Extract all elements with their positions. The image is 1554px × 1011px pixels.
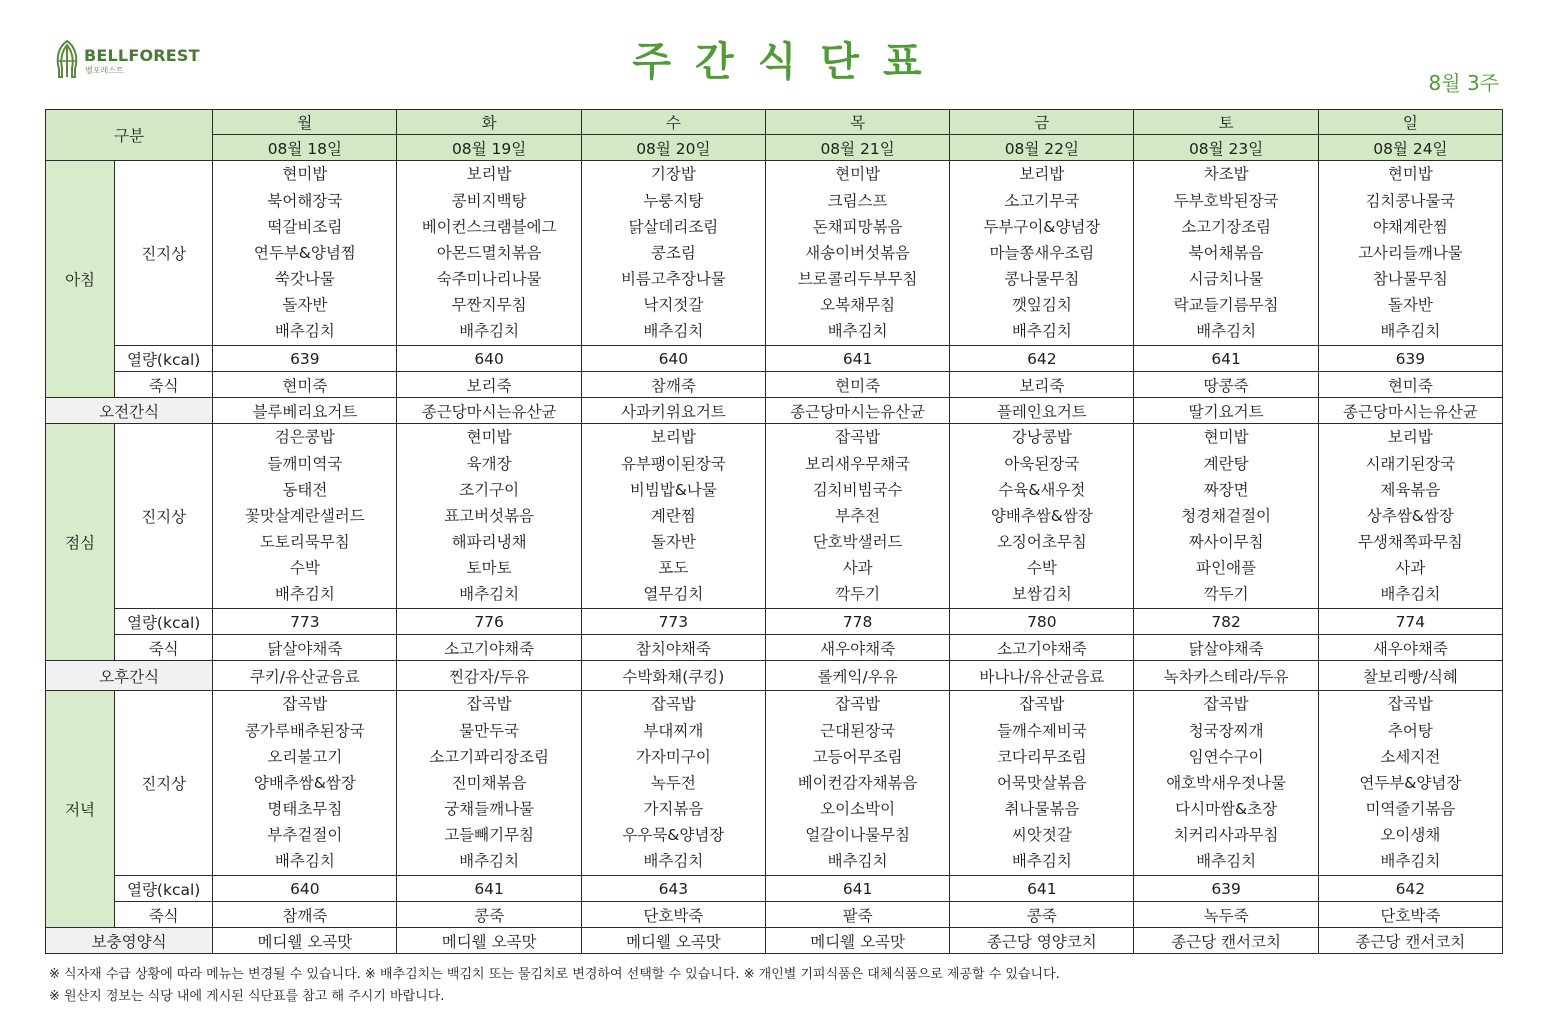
menu-item: 임연수구이 xyxy=(1188,747,1264,766)
menu-cell xyxy=(1318,691,1502,876)
menu-item: 애호박새우젓나물 xyxy=(1166,773,1286,792)
kcal-value: 641 xyxy=(765,346,949,372)
menu-item: 가자미구이 xyxy=(635,747,711,766)
kcal-value: 639 xyxy=(1134,876,1318,902)
menu-item: 연두부&양념찜 xyxy=(253,243,356,262)
brand-name: BELLFOREST xyxy=(84,46,200,65)
menu-item: 파인애플 xyxy=(1196,559,1257,578)
menu-item: 배추김치 xyxy=(827,322,888,341)
menu-item: 부대찌개 xyxy=(643,721,704,740)
row-label-am_snack: 오전간식 xyxy=(46,398,213,424)
menu-item: 진미채볶음 xyxy=(451,773,527,792)
snack-item: 딸기요거트 xyxy=(1134,398,1318,424)
menu-item: 차조밥 xyxy=(1203,165,1249,184)
kcal-value: 640 xyxy=(397,346,581,372)
kcal-value: 643 xyxy=(581,876,765,902)
porridge-label: 죽식 xyxy=(115,902,213,928)
porridge-item: 현미죽 xyxy=(765,372,949,398)
menu-item: 씨앗젓갈 xyxy=(1011,826,1072,845)
porridge-item: 닭살야채죽 xyxy=(1134,635,1318,661)
menu-item: 보리밥 xyxy=(466,165,512,184)
menu-item: 도토리묵무침 xyxy=(259,533,350,552)
menu-item: 배추김치 xyxy=(274,585,335,604)
menu-item: 잡곡밥 xyxy=(835,695,881,714)
menu-item: 보쌈김치 xyxy=(1011,585,1072,604)
menu-cell xyxy=(397,691,581,876)
snack-item: 종근당 캔서코치 xyxy=(1318,928,1502,954)
kcal-value: 640 xyxy=(213,876,397,902)
menu-item: 소고기꽈리장조림 xyxy=(429,747,549,766)
snack-item: 블루베리요거트 xyxy=(213,398,397,424)
menu-cell xyxy=(581,424,765,609)
snack-item: 종근당마시는유산균 xyxy=(1318,398,1502,424)
kcal-value: 773 xyxy=(581,609,765,635)
porridge-item: 새우야채죽 xyxy=(765,635,949,661)
menu-item: 콩비지백탕 xyxy=(451,191,527,210)
main-menu-label: 진지상 xyxy=(115,424,213,609)
menu-item: 잡곡밥 xyxy=(466,695,512,714)
menu-item: 취나물볶음 xyxy=(1004,800,1080,819)
menu-cell xyxy=(1134,691,1318,876)
menu-item: 추어탕 xyxy=(1387,721,1433,740)
menu-cell xyxy=(581,161,765,346)
weekly-menu-table xyxy=(45,109,1503,954)
menu-item: 김치콩나물국 xyxy=(1365,191,1456,210)
menu-item: 낙지젓갈 xyxy=(643,296,704,315)
porridge-item: 단호박죽 xyxy=(581,902,765,928)
menu-item: 배추김치 xyxy=(643,322,704,341)
meal-label-lunch: 점심 xyxy=(46,424,115,661)
menu-item: 다시마쌈&초장 xyxy=(1175,800,1278,819)
date-header: 08월 21일 xyxy=(765,135,949,161)
kcal-value: 642 xyxy=(1318,876,1502,902)
menu-item: 수박 xyxy=(289,559,320,578)
kcal-value: 641 xyxy=(950,876,1134,902)
porridge-item: 녹두죽 xyxy=(1134,902,1318,928)
menu-item: 배추김치 xyxy=(1196,322,1257,341)
menu-item: 콩가루배추된장국 xyxy=(244,721,365,740)
menu-cell xyxy=(397,424,581,609)
menu-item: 배추김치 xyxy=(459,585,520,604)
kcal-value: 641 xyxy=(1134,346,1318,372)
snack-item: 메디웰 오곡맛 xyxy=(581,928,765,954)
brand-subname: 벨포레스트 xyxy=(85,66,124,75)
date-header: 08월 18일 xyxy=(213,135,397,161)
menu-item: 육개장 xyxy=(466,454,512,473)
menu-cell xyxy=(397,161,581,346)
menu-item: 오징어초무침 xyxy=(996,533,1087,552)
snack-item: 메디웰 오곡맛 xyxy=(765,928,949,954)
menu-item: 돌자반 xyxy=(1387,296,1433,315)
porridge-item: 현미죽 xyxy=(213,372,397,398)
snack-item: 찐감자/두유 xyxy=(397,661,581,691)
meal-label-dinner: 저녁 xyxy=(46,691,115,928)
menu-item: 쑥갓나물 xyxy=(274,270,335,289)
menu-item: 명태초무침 xyxy=(267,800,343,819)
menu-item: 깍두기 xyxy=(1203,585,1249,604)
menu-item: 오복채무침 xyxy=(820,296,896,315)
snack-item: 종근당 영양코치 xyxy=(950,928,1134,954)
menu-cell xyxy=(1318,424,1502,609)
menu-item: 누룽지탕 xyxy=(643,191,704,210)
menu-item: 얼갈이나물무침 xyxy=(805,826,911,845)
menu-item: 녹두전 xyxy=(650,773,696,792)
date-header: 08월 22일 xyxy=(950,135,1134,161)
menu-item: 베이컨감자채볶음 xyxy=(797,773,918,792)
menu-cell xyxy=(213,161,397,346)
page-title: 주간식단표 xyxy=(632,39,946,85)
menu-item: 오이소박이 xyxy=(820,800,896,819)
menu-item: 북어채볶음 xyxy=(1188,243,1264,262)
menu-item: 기장밥 xyxy=(650,165,696,184)
snack-item: 종근당마시는유산균 xyxy=(765,398,949,424)
menu-item: 아몬드멸치볶음 xyxy=(436,243,542,262)
porridge-item: 단호박죽 xyxy=(1318,902,1502,928)
kcal-value: 640 xyxy=(581,346,765,372)
porridge-label: 죽식 xyxy=(115,372,213,398)
date-header: 08월 20일 xyxy=(581,135,765,161)
menu-item: 고사리들깨나물 xyxy=(1357,243,1463,262)
menu-item: 배추김치 xyxy=(1011,852,1072,871)
menu-cell xyxy=(950,161,1134,346)
snack-item: 수박화채(쿠킹) xyxy=(581,661,765,691)
menu-item: 비빔밥&나물 xyxy=(629,480,717,499)
kcal-value: 780 xyxy=(950,609,1134,635)
menu-cell xyxy=(765,691,949,876)
menu-item: 베이컨스크램블에그 xyxy=(421,217,557,236)
menu-item: 보리밥 xyxy=(1387,428,1433,447)
menu-cell xyxy=(765,424,949,609)
menu-item: 오이생채 xyxy=(1380,826,1441,845)
menu-item: 조기구이 xyxy=(459,480,520,499)
porridge-item: 팥죽 xyxy=(765,902,949,928)
menu-item: 김치비빔국수 xyxy=(812,480,903,499)
kcal-value: 782 xyxy=(1134,609,1318,635)
main-menu-label: 진지상 xyxy=(115,691,213,876)
menu-item: 무생채쪽파무침 xyxy=(1357,533,1463,552)
snack-item: 롤케익/우유 xyxy=(765,661,949,691)
menu-cell xyxy=(1134,424,1318,609)
porridge-item: 새우야채죽 xyxy=(1318,635,1502,661)
porridge-item: 소고기야채죽 xyxy=(950,635,1134,661)
menu-item: 잡곡밥 xyxy=(282,695,328,714)
snack-item: 종근당 캔서코치 xyxy=(1134,928,1318,954)
menu-item: 돌자반 xyxy=(282,296,328,315)
row-label-supplement: 보충영양식 xyxy=(46,928,213,954)
porridge-item: 닭살야채죽 xyxy=(213,635,397,661)
menu-item: 짜사이무침 xyxy=(1188,533,1264,552)
kcal-value: 774 xyxy=(1318,609,1502,635)
menu-item: 들깨미역국 xyxy=(267,454,343,473)
menu-item: 돌자반 xyxy=(650,533,696,552)
menu-item: 코다리무조림 xyxy=(996,747,1087,766)
menu-item: 해파리냉채 xyxy=(451,533,527,552)
menu-cell xyxy=(950,691,1134,876)
menu-item: 동태전 xyxy=(282,480,328,499)
menu-item: 유부팽이된장국 xyxy=(620,454,726,473)
menu-item: 들깨수제비국 xyxy=(996,721,1087,740)
menu-item: 보리밥 xyxy=(1019,165,1065,184)
menu-item: 브로콜리두부무침 xyxy=(797,270,918,289)
menu-item: 잡곡밥 xyxy=(835,428,881,447)
snack-item: 쿠키/유산균음료 xyxy=(213,661,397,691)
menu-item: 고등어무조림 xyxy=(812,747,903,766)
menu-item: 수박 xyxy=(1026,559,1057,578)
menu-item: 배추김치 xyxy=(1380,322,1441,341)
porridge-item: 소고기야채죽 xyxy=(397,635,581,661)
menu-item: 배추김치 xyxy=(1011,322,1072,341)
footnote-line: ※ 식자재 수급 상황에 따라 메뉴는 변경될 수 있습니다. ※ 배추김치는 백김치 또는 물김치로 변경하여 선택할 수 있습니다. ※ 개인별 기피식품은 대체식품으로 제공할 수 있습니다. xyxy=(49,967,1060,982)
day-header: 금 xyxy=(950,110,1134,135)
menu-item: 콩조림 xyxy=(650,243,696,262)
menu-item: 근대된장국 xyxy=(820,721,896,740)
kcal-value: 639 xyxy=(213,346,397,372)
menu-item: 소고기무국 xyxy=(1004,191,1080,210)
row-label-pm_snack: 오후간식 xyxy=(46,661,213,691)
menu-item: 배추김치 xyxy=(459,322,520,341)
menu-item: 청경채겉절이 xyxy=(1181,506,1272,525)
porridge-item: 보리죽 xyxy=(950,372,1134,398)
kcal-value: 778 xyxy=(765,609,949,635)
menu-item: 계란찜 xyxy=(650,506,696,525)
porridge-item: 현미죽 xyxy=(1318,372,1502,398)
menu-item: 강낭콩밥 xyxy=(1011,428,1072,447)
day-header: 일 xyxy=(1318,110,1502,135)
menu-item: 잡곡밥 xyxy=(1387,695,1433,714)
menu-item: 마늘쫑새우조림 xyxy=(989,243,1095,262)
porridge-item: 참치야채죽 xyxy=(581,635,765,661)
menu-item: 계란탕 xyxy=(1203,454,1249,473)
day-header: 수 xyxy=(581,110,765,135)
kcal-value: 776 xyxy=(397,609,581,635)
menu-item: 물만두국 xyxy=(459,721,520,740)
menu-item: 검은콩밥 xyxy=(274,428,335,447)
menu-item: 미역줄기볶음 xyxy=(1365,800,1456,819)
menu-item: 사과 xyxy=(1395,559,1426,578)
menu-item: 꽃맛살계란샐러드 xyxy=(244,506,365,525)
kcal-value: 639 xyxy=(1318,346,1502,372)
menu-item: 배추김치 xyxy=(1380,852,1441,871)
menu-item: 크림스프 xyxy=(827,191,888,210)
menu-item: 숙주미나리나물 xyxy=(436,270,542,289)
menu-item: 현미밥 xyxy=(1387,165,1433,184)
week-label: 8월 3주 xyxy=(1428,71,1499,95)
menu-item: 어묵맛살볶음 xyxy=(996,773,1087,792)
menu-item: 배추김치 xyxy=(1196,852,1257,871)
snack-item: 바나나/유산균음료 xyxy=(950,661,1134,691)
snack-item: 메디웰 오곡맛 xyxy=(213,928,397,954)
menu-item: 열무김치 xyxy=(643,585,704,604)
menu-item: 배추김치 xyxy=(1380,585,1441,604)
menu-item: 잡곡밥 xyxy=(1019,695,1065,714)
kcal-value: 641 xyxy=(765,876,949,902)
menu-item: 현미밥 xyxy=(282,165,328,184)
menu-item: 현미밥 xyxy=(1203,428,1249,447)
snack-item: 녹차카스테라/두유 xyxy=(1134,661,1318,691)
menu-item: 우우묵&양념장 xyxy=(622,826,725,845)
day-header: 토 xyxy=(1134,110,1318,135)
menu-cell xyxy=(1318,161,1502,346)
menu-item: 고들빼기무침 xyxy=(444,826,535,845)
porridge-item: 참깨죽 xyxy=(581,372,765,398)
menu-item: 락교들기름무침 xyxy=(1173,296,1279,315)
menu-item: 새송이버섯볶음 xyxy=(805,243,911,262)
menu-item: 포도 xyxy=(658,559,689,578)
menu-cell xyxy=(950,424,1134,609)
snack-item: 찰보리빵/식혜 xyxy=(1318,661,1502,691)
category-header: 구분 xyxy=(46,110,213,161)
menu-item: 시래기된장국 xyxy=(1365,454,1456,473)
menu-item: 제육볶음 xyxy=(1380,480,1441,499)
menu-item: 양배추쌈&쌈장 xyxy=(253,773,356,792)
menu-item: 돈채피망볶음 xyxy=(812,217,903,236)
porridge-label: 죽식 xyxy=(115,635,213,661)
porridge-item: 보리죽 xyxy=(397,372,581,398)
menu-item: 아욱된장국 xyxy=(1004,454,1080,473)
day-header: 목 xyxy=(765,110,949,135)
snack-item: 플레인요거트 xyxy=(950,398,1134,424)
menu-item: 부추겉절이 xyxy=(267,826,343,845)
menu-item: 보리새우무채국 xyxy=(805,454,911,473)
footnote-line: ※ 원산지 정보는 식당 내에 게시된 식단표를 참고 해 주시기 바랍니다. xyxy=(49,989,445,1004)
porridge-item: 콩죽 xyxy=(950,902,1134,928)
date-header: 08월 19일 xyxy=(397,135,581,161)
menu-item: 잡곡밥 xyxy=(1203,695,1249,714)
kcal-label: 열량(kcal) xyxy=(115,346,213,372)
porridge-item: 콩죽 xyxy=(397,902,581,928)
menu-item: 양배추쌈&쌈장 xyxy=(990,506,1093,525)
menu-item: 참나물무침 xyxy=(1372,270,1448,289)
menu-item: 두부호박된장국 xyxy=(1173,191,1279,210)
menu-item: 소고기장조림 xyxy=(1181,217,1272,236)
footnotes xyxy=(49,964,1060,1008)
menu-cell xyxy=(1134,161,1318,346)
porridge-item: 참깨죽 xyxy=(213,902,397,928)
menu-item: 치커리사과무침 xyxy=(1173,826,1279,845)
snack-item: 사과키위요거트 xyxy=(581,398,765,424)
menu-item: 소세지전 xyxy=(1380,747,1441,766)
menu-item: 깻잎김치 xyxy=(1011,296,1072,315)
menu-item: 무짠지무침 xyxy=(451,296,527,315)
menu-item: 수육&새우젓 xyxy=(998,480,1086,499)
menu-item: 깍두기 xyxy=(835,585,881,604)
meal-label-breakfast: 아침 xyxy=(46,161,115,398)
menu-item: 시금치나물 xyxy=(1188,270,1264,289)
menu-cell xyxy=(581,691,765,876)
kcal-label: 열량(kcal) xyxy=(115,876,213,902)
menu-item: 단호박샐러드 xyxy=(812,533,903,552)
menu-item: 잡곡밥 xyxy=(650,695,696,714)
menu-cell xyxy=(213,424,397,609)
menu-item: 두부구이&양념장 xyxy=(983,217,1101,236)
menu-item: 사과 xyxy=(842,559,873,578)
menu-item: 오리불고기 xyxy=(267,747,343,766)
menu-item: 표고버섯볶음 xyxy=(444,506,535,525)
menu-item: 보리밥 xyxy=(650,428,696,447)
day-header: 화 xyxy=(397,110,581,135)
menu-item: 상추쌈&쌈장 xyxy=(1366,506,1454,525)
menu-item: 비름고추장나물 xyxy=(620,270,726,289)
menu-item: 짜장면 xyxy=(1203,480,1249,499)
menu-item: 현미밥 xyxy=(835,165,881,184)
menu-item: 야채계란찜 xyxy=(1372,217,1448,236)
menu-item: 콩나물무침 xyxy=(1004,270,1080,289)
kcal-value: 641 xyxy=(397,876,581,902)
menu-item: 부추전 xyxy=(835,506,881,525)
kcal-value: 642 xyxy=(950,346,1134,372)
menu-item: 현미밥 xyxy=(466,428,512,447)
day-header: 월 xyxy=(213,110,397,135)
menu-cell xyxy=(765,161,949,346)
menu-cell xyxy=(213,691,397,876)
kcal-value: 773 xyxy=(213,609,397,635)
main-menu-label: 진지상 xyxy=(115,161,213,346)
porridge-item: 땅콩죽 xyxy=(1134,372,1318,398)
menu-item: 배추김치 xyxy=(459,852,520,871)
menu-item: 청국장찌개 xyxy=(1188,721,1264,740)
menu-item: 토마토 xyxy=(466,559,512,578)
snack-item: 메디웰 오곡맛 xyxy=(397,928,581,954)
kcal-label: 열량(kcal) xyxy=(115,609,213,635)
menu-item: 배추김치 xyxy=(274,322,335,341)
menu-item: 연두부&양념장 xyxy=(1359,773,1462,792)
menu-item: 닭살데리조림 xyxy=(628,217,719,236)
date-header: 08월 23일 xyxy=(1134,135,1318,161)
menu-item: 떡갈비조림 xyxy=(267,217,343,236)
menu-item: 배추김치 xyxy=(643,852,704,871)
menu-item: 북어해장국 xyxy=(267,191,343,210)
menu-item: 배추김치 xyxy=(274,852,335,871)
menu-item: 가지볶음 xyxy=(643,800,704,819)
menu-item: 궁채들깨나물 xyxy=(444,800,535,819)
snack-item: 종근당마시는유산균 xyxy=(397,398,581,424)
menu-item: 배추김치 xyxy=(827,852,888,871)
date-header: 08월 24일 xyxy=(1318,135,1502,161)
